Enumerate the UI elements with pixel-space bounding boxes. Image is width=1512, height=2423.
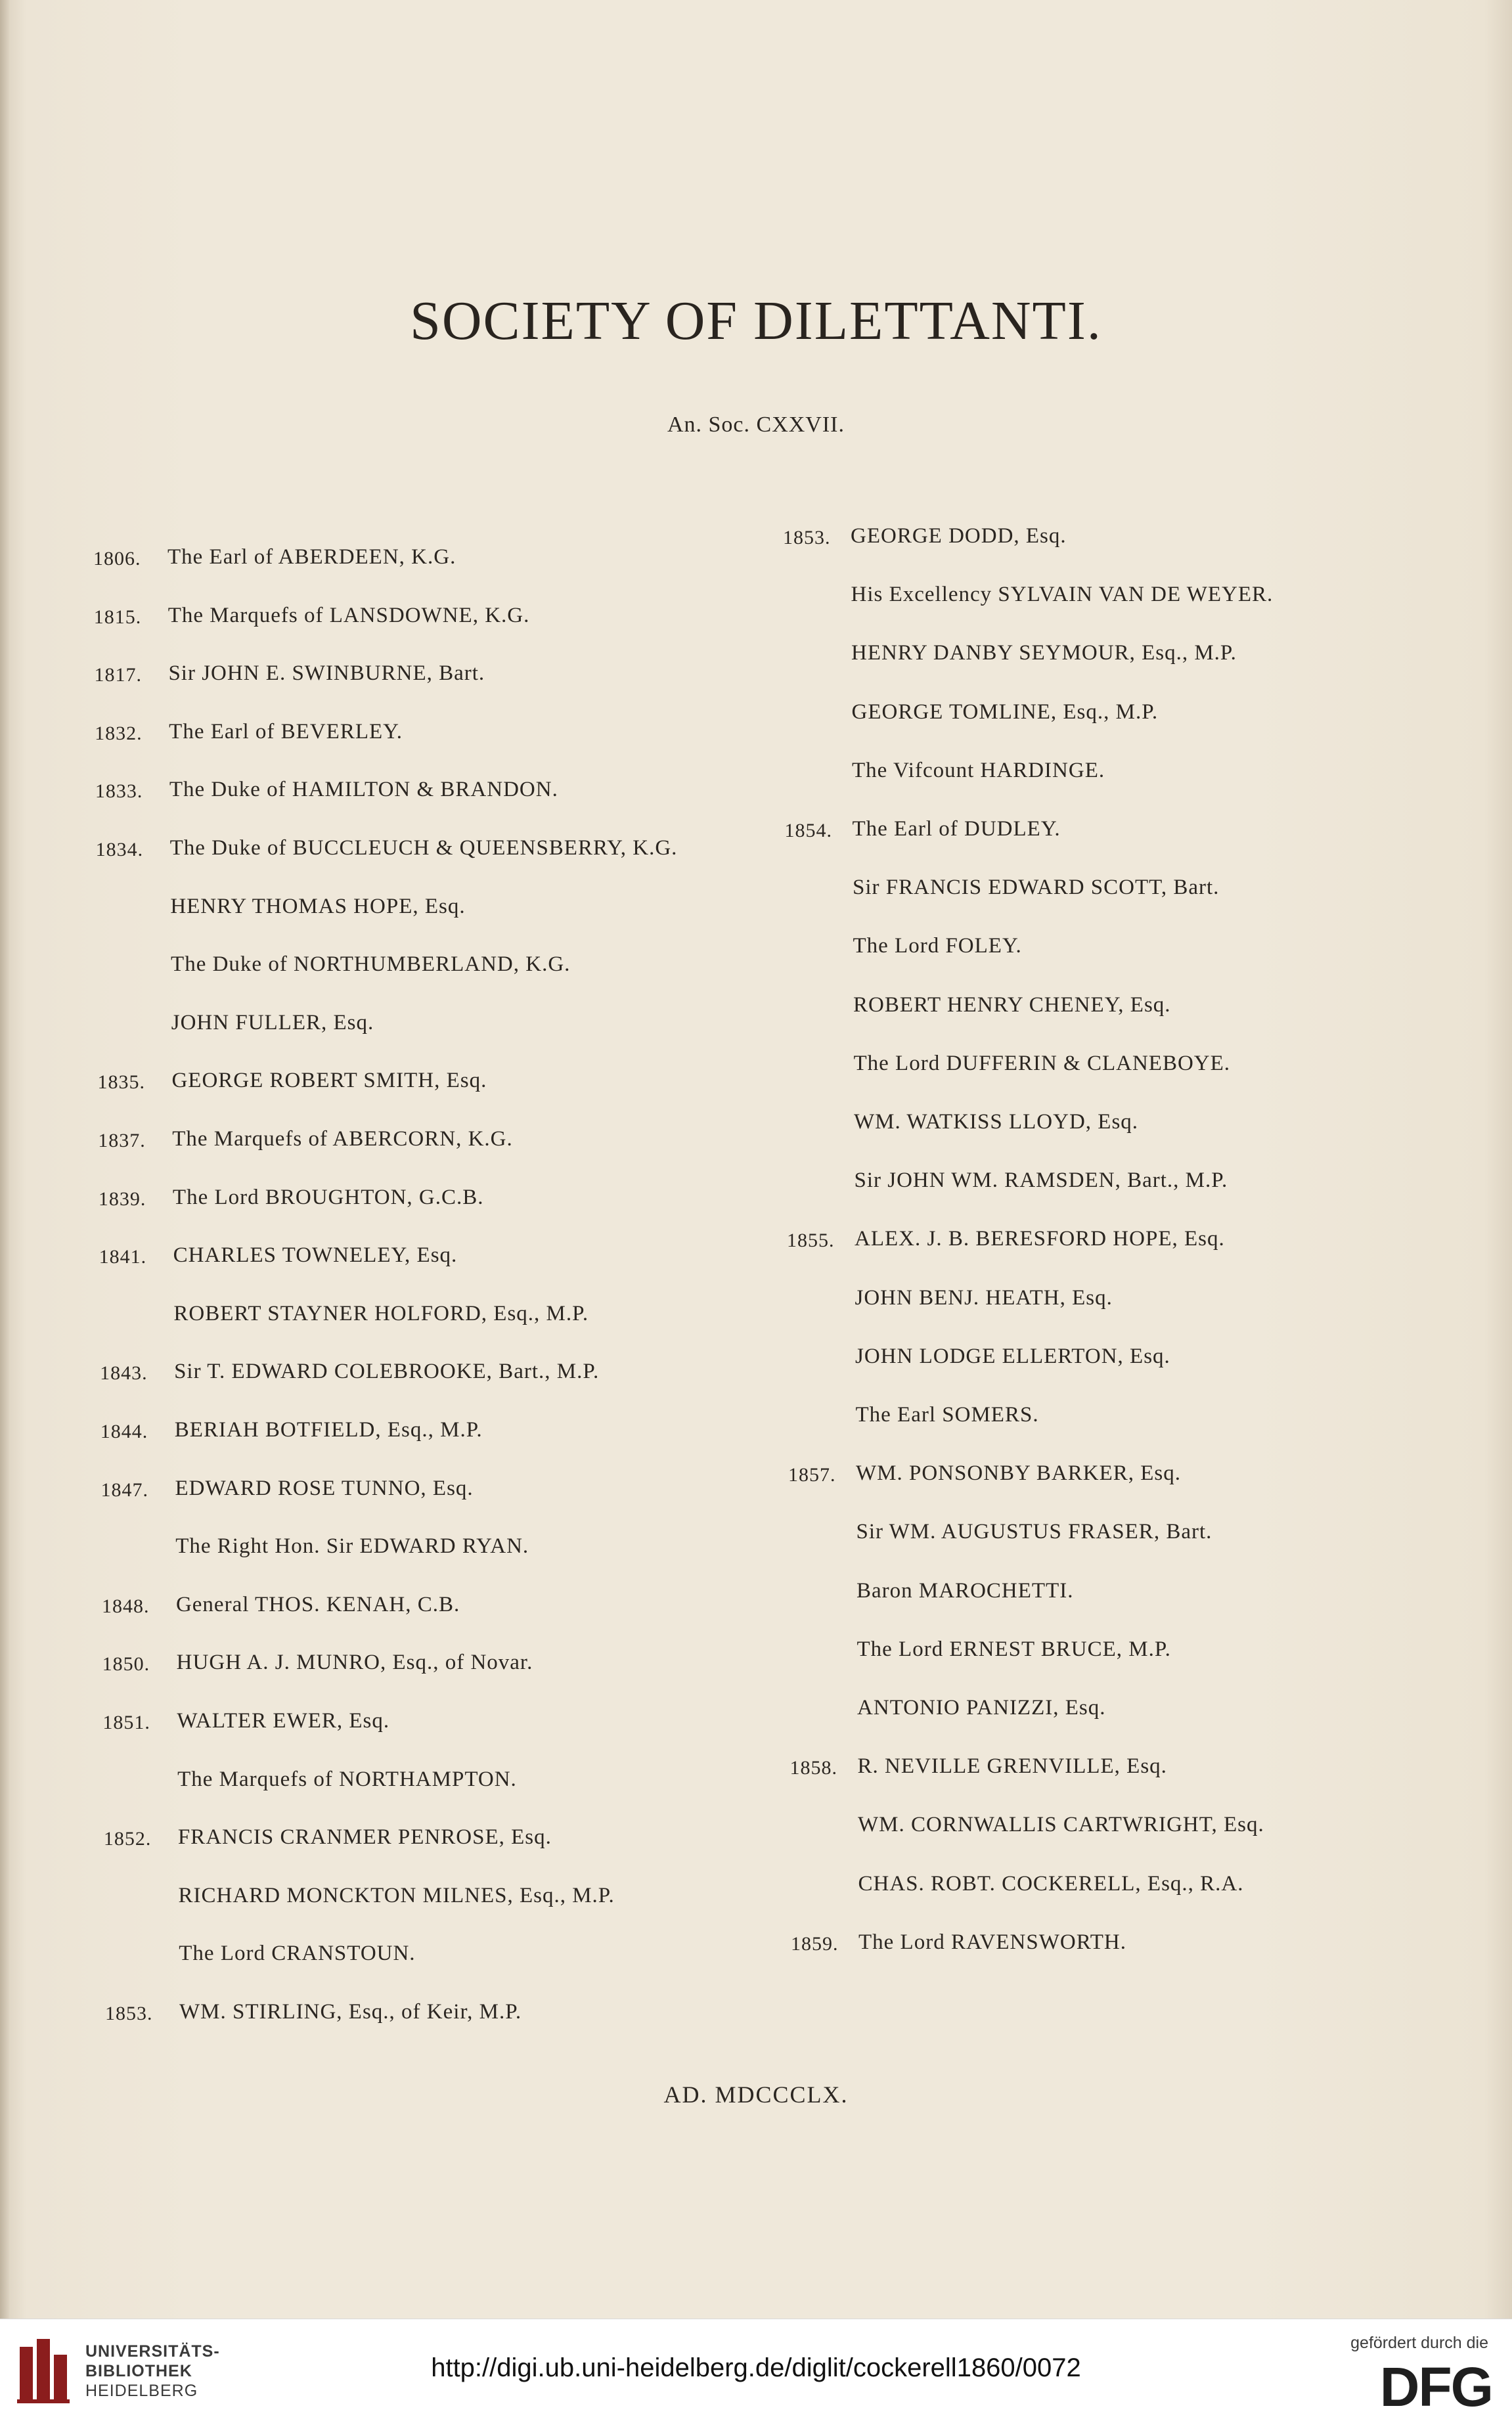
member-name: GEORGE ROBERT SMITH, Esq. [171,1069,487,1093]
member-name: ANTONIO PANIZZI, Esq. [857,1696,1106,1720]
member-name: The Earl of DUDLEY. [852,817,1061,841]
entry-year: 1847. [100,1478,149,1501]
member-name: General THOS. KENAH, C.B. [175,1592,460,1616]
entry-year: 1858. [789,1757,837,1779]
entry-year: 1806. [93,548,141,569]
entry-year: 1855. [787,1230,835,1252]
member-name: The Lord CRANSTOUN. [179,1942,416,1966]
member-name: JOHN FULLER, Esq. [171,1010,374,1034]
member-name: JOHN BENJ. HEATH, Esq. [855,1285,1113,1310]
entry-year: 1835. [97,1071,145,1094]
member-name: HENRY DANBY SEYMOUR, Esq., M.P. [851,641,1237,665]
member-name: Sir WM. AUGUSTUS FRASER, Bart. [856,1520,1212,1544]
member-name: EDWARD ROSE TUNNO, Esq. [175,1476,474,1500]
member-name: The Lord DUFFERIN & CLANEBOYE. [853,1051,1231,1075]
member-name: The Earl SOMERS. [855,1403,1039,1427]
member-name: ALEX. J. B. BERESFORD HOPE, Esq. [855,1227,1225,1251]
member-name: FRANCIS CRANMER PENROSE, Esq. [177,1825,552,1850]
member-name: The Marquefs of LANSDOWNE, K.G. [167,603,530,627]
member-name: HENRY THOMAS HOPE, Esq. [170,894,466,918]
entry-year: 1851. [102,1712,150,1733]
member-name: GEORGE DODD, Esq. [851,524,1067,548]
entry-year: 1841. [99,1246,147,1268]
entry-year: 1843. [100,1362,148,1385]
member-name: The Duke of HAMILTON & BRANDON. [169,778,558,802]
member-name: The Marquefs of NORTHAMPTON. [177,1767,517,1791]
member-name: The Lord BROUGHTON, G.C.B. [172,1185,484,1209]
member-name: CHARLES TOWNELEY, Esq. [173,1243,458,1268]
member-name: WALTER EWER, Esq. [177,1709,390,1733]
entry-year: 1833. [95,780,143,803]
entry-year: 1850. [102,1653,150,1676]
page-subtitle: An. Soc. CXXVII. [667,412,845,437]
entry-year: 1837. [98,1130,146,1151]
member-name: GEORGE TOMLINE, Esq., M.P. [851,700,1159,724]
member-name: The Lord FOLEY. [853,934,1022,958]
page-title: SOCIETY OF DILETTANTI. [410,290,1102,351]
member-name: HUGH A. J. MUNRO, Esq., of Novar. [176,1651,533,1675]
page-footer-date: AD. MDCCCLX. [663,2081,849,2108]
dfg-logo: DFG [1379,2356,1492,2418]
member-name: The Earl of BEVERLEY. [169,719,403,744]
entry-year: 1817. [94,664,142,686]
member-name: WM. STIRLING, Esq., of Keir, M.P. [179,2000,522,2024]
member-name: The Duke of BUCCLEUCH & QUEENSBERRY, K.G. [169,836,678,860]
member-name: WM. CORNWALLIS CARTWRIGHT, Esq. [858,1813,1264,1837]
member-name: Sir JOHN E. SWINBURNE, Bart. [168,661,485,686]
member-name: The Lord ERNEST BRUCE, M.P. [856,1637,1171,1661]
member-name: CHAS. ROBT. COCKERELL, Esq., R.A. [858,1871,1244,1896]
member-name: BERIAH BOTFIELD, Esq., M.P. [174,1418,483,1442]
funding-note: gefördert durch die [1350,2334,1488,2352]
member-name: Sir T. EDWARD COLEBROOKE, Bart., M.P. [174,1360,600,1384]
entry-year: 1857. [788,1464,836,1486]
library-name-line1: UNIVERSITÄTS- [85,2342,220,2361]
entry-year: 1852. [103,1828,152,1850]
entry-year: 1844. [100,1421,148,1442]
member-name: Sir FRANCIS EDWARD SCOTT, Bart. [853,876,1220,900]
library-name-line3: HEIDELBERG [85,2382,198,2400]
member-name: The Marquefs of ABERCORN, K.G. [172,1127,513,1151]
member-name: R. NEVILLE GRENVILLE, Esq. [857,1754,1167,1779]
member-name: The Vifcount HARDINGE. [852,758,1105,782]
member-name: WM. PONSONBY BARKER, Esq. [856,1461,1181,1486]
member-name: RICHARD MONCKTON MILNES, Esq., M.P. [178,1883,615,1907]
entry-year: 1853. [783,527,831,548]
library-name-line2: BIBLIOTHEK [85,2362,192,2380]
member-name: The Lord RAVENSWORTH. [858,1930,1126,1954]
entry-year: 1839. [98,1188,146,1210]
entry-year: 1815. [93,606,142,628]
source-url-link[interactable]: http://digi.ub.uni-heidelberg.de/diglit/cockerell1860/0072 [431,2353,1081,2382]
member-name: ROBERT HENRY CHENEY, Esq. [853,992,1171,1017]
entry-year: 1854. [784,820,832,841]
member-name: Sir JOHN WM. RAMSDEN, Bart., M.P. [854,1168,1228,1193]
entry-year: 1853. [105,2003,153,2024]
member-name: ROBERT STAYNER HOLFORD, Esq., M.P. [173,1301,589,1325]
member-name: JOHN LODGE ELLERTON, Esq. [855,1344,1170,1368]
entry-year: 1832. [95,722,143,744]
entry-year: 1834. [95,839,144,860]
entry-year: 1859. [791,1932,839,1955]
member-name: The Earl of ABERDEEN, K.G. [167,545,456,569]
member-name: Baron MAROCHETTI. [856,1578,1074,1603]
member-name: His Excellency SYLVAIN VAN DE WEYER. [851,583,1274,607]
entry-year: 1848. [101,1595,150,1617]
member-name: WM. WATKISS LLOYD, Esq. [854,1110,1139,1134]
member-name: The Duke of NORTHUMBERLAND, K.G. [171,952,571,977]
digitization-banner [0,2319,1512,2423]
member-name: The Right Hon. Sir EDWARD RYAN. [175,1534,529,1559]
